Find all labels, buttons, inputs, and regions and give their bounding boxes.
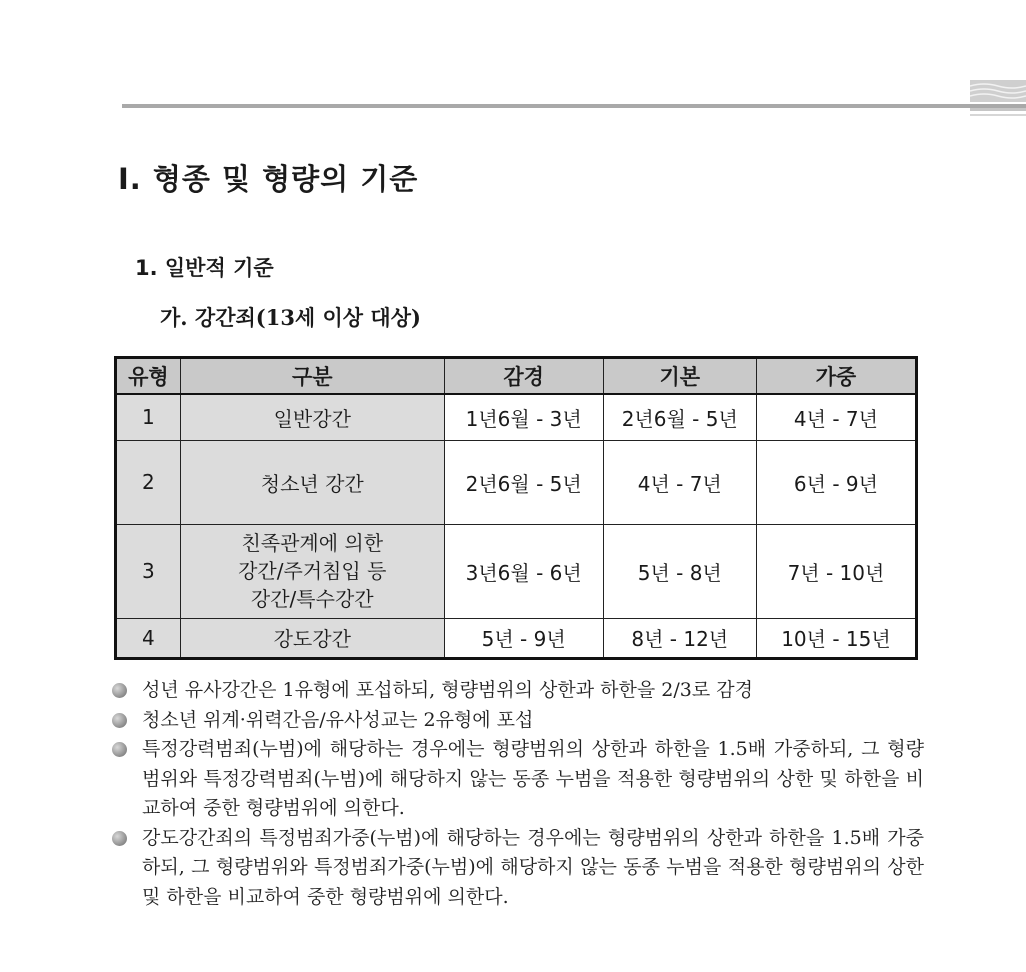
row-aggravated: 7년 - 10년 [756,524,916,618]
row-class [180,618,444,658]
row-class [180,440,444,524]
row-class [180,394,444,440]
sub-subsection-title: 가. 강간죄(13세 이상 대상) [160,305,421,330]
row-mitigated: 5년 - 9년 [444,618,603,658]
row-basic: 8년 - 12년 [603,618,756,658]
row-aggravated: 10년 - 15년 [756,618,916,658]
table-row [116,394,917,440]
bullet-icon [112,831,127,846]
header-mitigated: 감경 [444,358,603,395]
sentencing-range-table [114,356,918,660]
bullet-icon [112,742,127,757]
row-aggravated: 4년 - 7년 [756,394,916,440]
table-row [116,524,917,618]
corner-ornament [970,80,1026,120]
note-text: 특정강력범죄(누범)에 해당하는 경우에는 형량범위의 상한과 하한을 1.5배 가중하되, 그 형량범위와 특정강력범죄(누범)에 해당하지 않는 동종 누범을 적용한 형량범위의 상한 및 하한을 비교하여 중한 형량범위에 의한다. [142,738,924,819]
header-rule [122,104,1026,108]
row-class-line: 강간/특수강간 [250,587,374,611]
header-aggravated: 가중 [756,358,916,395]
note-text: 청소년 위계·위력간음/유사성교는 2유형에 포섭 [142,708,534,731]
row-basic: 4년 - 7년 [603,440,756,524]
note-item [112,735,924,824]
row-class-line: 강간/주거침입 등 [238,559,387,583]
row-class-line: 청소년 강간 [260,471,364,496]
row-mitigated: 3년6월 - 6년 [444,524,603,618]
row-basic: 5년 - 8년 [603,524,756,618]
row-aggravated: 6년 - 9년 [756,440,916,524]
section-title: Ⅰ. 형종 및 형량의 기준 [118,162,419,196]
table-header-row [116,358,917,395]
header-type: 유형 [116,358,181,395]
row-type: 1 [116,394,181,440]
row-type: 4 [116,618,181,658]
header-class: 구분 [180,358,444,395]
notes-list [112,676,924,912]
table-row [116,618,917,658]
row-class-line: 일반강간 [273,406,351,431]
bullet-icon [112,713,127,728]
row-mitigated: 1년6월 - 3년 [444,394,603,440]
note-item [112,824,924,913]
row-type: 3 [116,524,181,618]
row-class [180,524,444,618]
subsection-title: 1. 일반적 기준 [135,256,274,280]
header-basic: 기본 [603,358,756,395]
row-mitigated: 2년6월 - 5년 [444,440,603,524]
row-class-line: 친족관계에 의한 [241,531,384,555]
row-type: 2 [116,440,181,524]
note-text: 성년 유사강간은 1유형에 포섭하되, 형량범위의 상한과 하한을 2/3로 감경 [142,679,753,701]
row-class-line: 강도강간 [273,627,351,651]
note-item [112,676,924,706]
table-row [116,440,917,524]
bullet-icon [112,683,127,698]
note-item [112,706,924,736]
note-text: 강도강간죄의 특정범죄가중(누범)에 해당하는 경우에는 형량범위의 상한과 하한을 1.5배 가중하되, 그 형량범위와 특정범죄가중(누범)에 해당하지 않는 동종 누범을 적용한 형량범위의 상한 및 하한을 비교하여 중한 형량범위에 의한다. [142,826,924,908]
row-basic: 2년6월 - 5년 [603,394,756,440]
